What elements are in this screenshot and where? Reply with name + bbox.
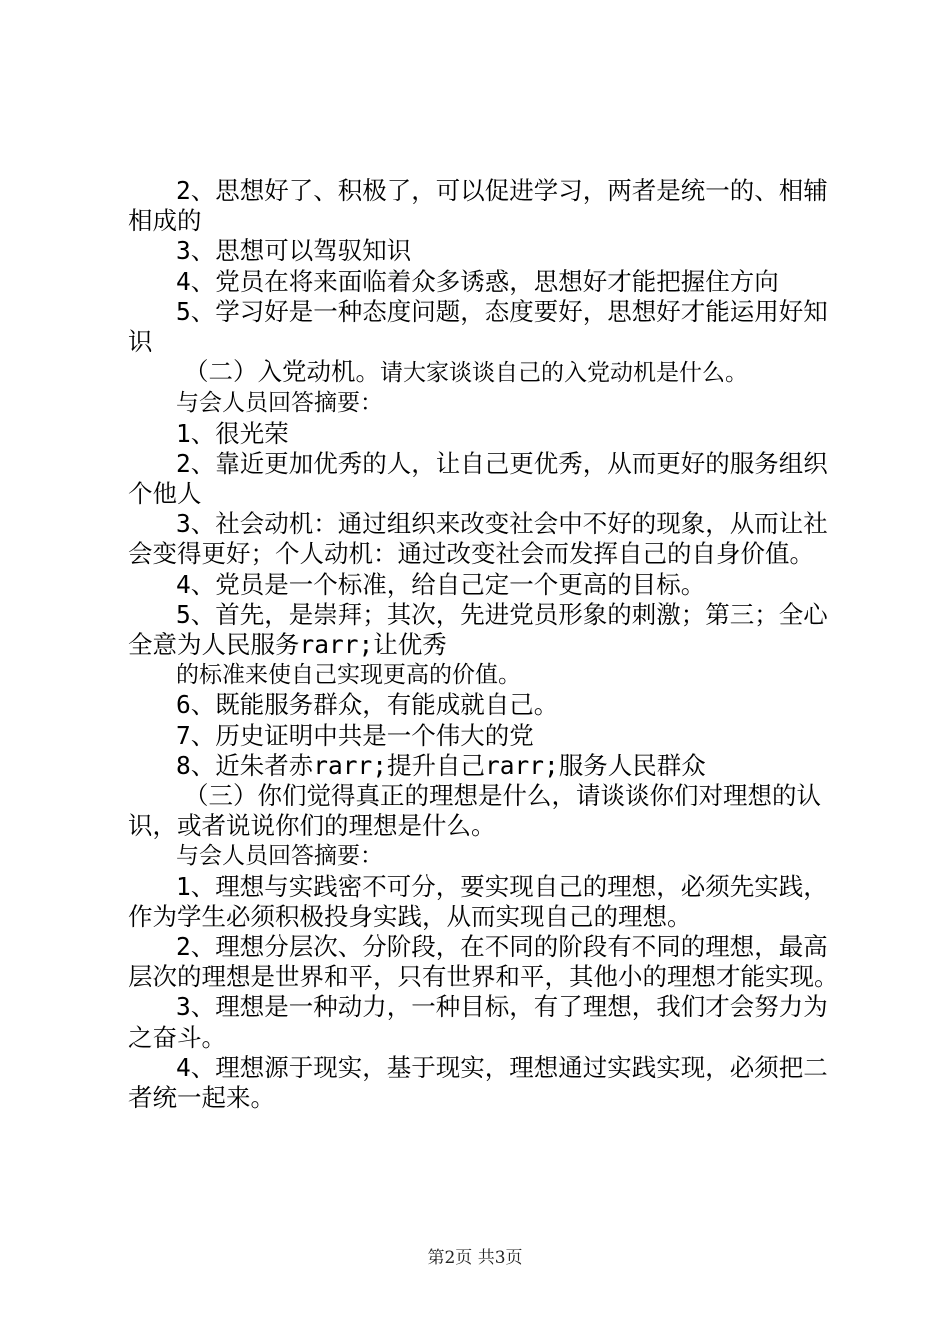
paragraph: 8、近朱者赤rarr;提升自己rarr;服务人民群众 [176, 750, 706, 780]
section-heading-prompt: 请大家谈谈自己的入党动机是什么。 [380, 360, 748, 387]
paragraph: 3、理想是一种动力，一种目标，有了理想，我们才会努力为之奋斗。 [128, 992, 828, 1052]
paragraph-continuation: 的标准来使自己实现更高的价值。 [176, 662, 521, 689]
paragraph: 3、社会动机：通过组织来改变社会中不好的现象，从而让社会变得更好；个人动机：通过改变社会而发挥自己的自身价值。 [128, 509, 828, 569]
section-heading-title: （二）入党动机。 [184, 357, 380, 387]
paragraph: 2、思想好了、积极了，可以促进学习，两者是统一的、相辅相成的 [128, 176, 828, 236]
answer-summary-label: 与会人员回答摘要： [176, 390, 383, 417]
page-number-footer: 第2页 共3页 [427, 1248, 523, 1268]
paragraph: 6、既能服务群众，有能成就自己。 [176, 690, 559, 720]
paragraph: 2、靠近更加优秀的人，让自己更优秀，从而更好的服务组织个他人 [128, 448, 828, 509]
paragraph: 4、党员是一个标准，给自己定一个更高的目标。 [176, 569, 706, 599]
paragraph: 4、党员在将来面临着众多诱惑，思想好才能把握住方向 [176, 266, 779, 296]
document-body [128, 176, 840, 1113]
paragraph: 5、首先，是崇拜；其次，先进党员形象的刺激；第三；全心全意为人民服务rarr;让优秀 [128, 599, 828, 660]
paragraph: 1、很光荣 [176, 418, 289, 448]
section-heading: （三）你们觉得真正的理想是什么，请谈谈你们对理想的认识，或者说说你们的理想是什么。 [128, 781, 821, 841]
paragraph: 3、思想可以驾驭知识 [176, 236, 412, 266]
paragraph: 7、历史证明中共是一个伟大的党 [176, 720, 534, 750]
paragraph: 5、学习好是一种态度问题，态度要好，思想好才能运用好知识 [128, 296, 828, 357]
paragraph: 2、理想分层次、分阶段，在不同的阶段有不同的理想，最高层次的理想是世界和平，只有世界和平，其他小的理想才能实现。 [128, 932, 839, 992]
answer-summary-label: 与会人员回答摘要： [176, 843, 383, 870]
paragraph: 4、理想源于现实，基于现实，理想通过实践实现，必须把二者统一起来。 [128, 1052, 828, 1113]
paragraph: 1、理想与实践密不可分，要实现自己的理想，必须先实践，作为学生必须积极投身实践，从而实现自己的理想。 [128, 871, 828, 931]
section-heading [128, 357, 840, 388]
